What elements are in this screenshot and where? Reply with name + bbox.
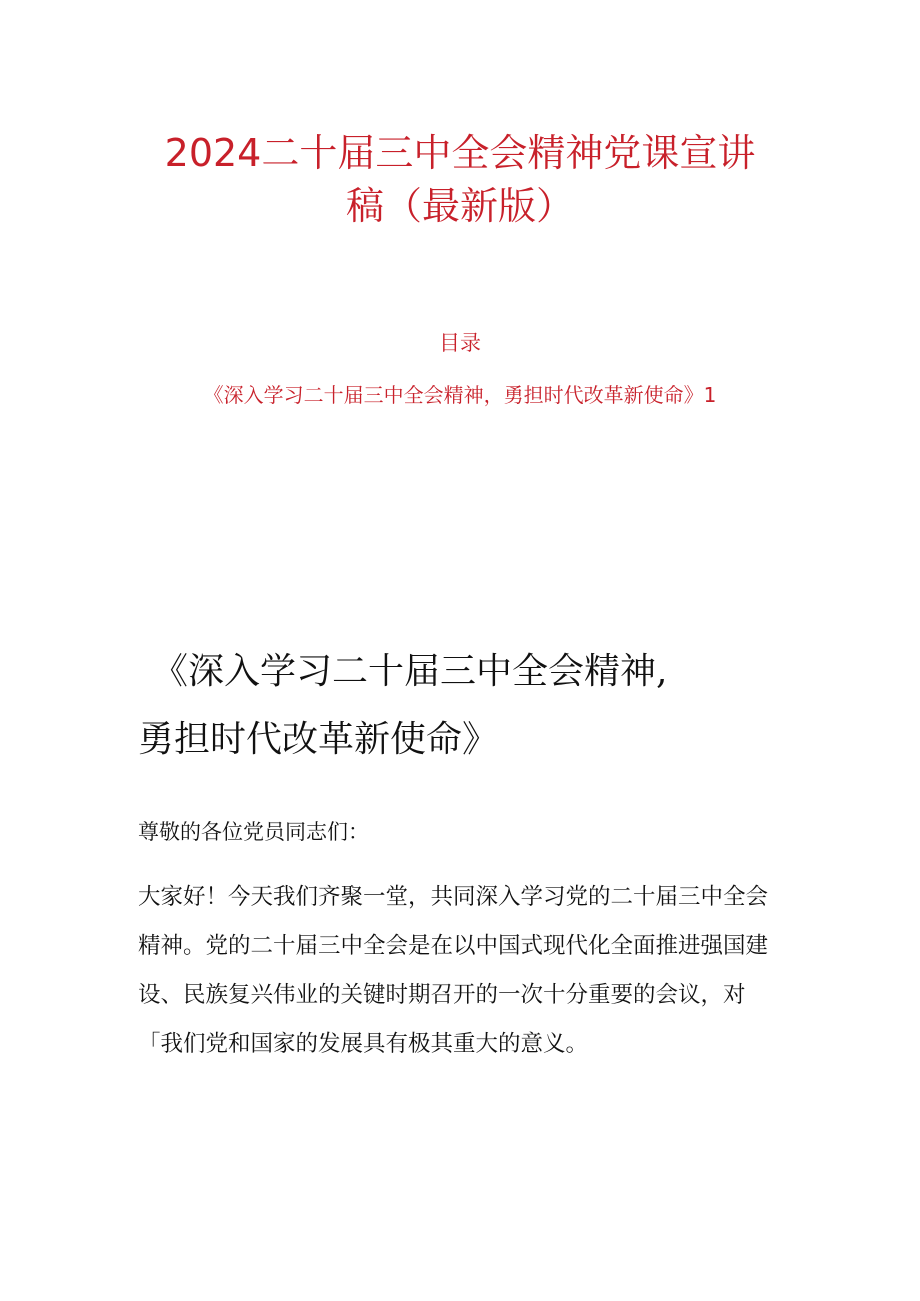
document-title-line-1: 2024二十届三中全会精神党课宣讲 [164,131,756,175]
paragraph-line: 「我们党和国家的发展具有极其重大的意义。 [138,1031,589,1057]
paragraph-line: 大家好！今天我们齐聚一堂，共同深入学习党的二十届三中全会 [138,884,769,910]
article-title-line-2: 勇担时代改革新使命》 [138,719,499,760]
paragraph-line: 设、民族复兴伟业的关键时期召开的一次十分重要的会议，对 [138,982,746,1008]
paragraph-line: 精神。党的二十届三中全会是在以中国式现代化全面推进强国建 [138,933,769,959]
article-title-line-1: 《深入学习二十届三中全会精神, [152,651,668,692]
document-title-line-2: 稿（最新版） [345,184,574,228]
toc-heading: 目录 [439,331,481,355]
toc-entry[interactable]: 《深入学习二十届三中全会精神，勇担时代改革新使命》1 [203,383,717,407]
salutation: 尊敬的各位党员同志们： [138,820,369,844]
